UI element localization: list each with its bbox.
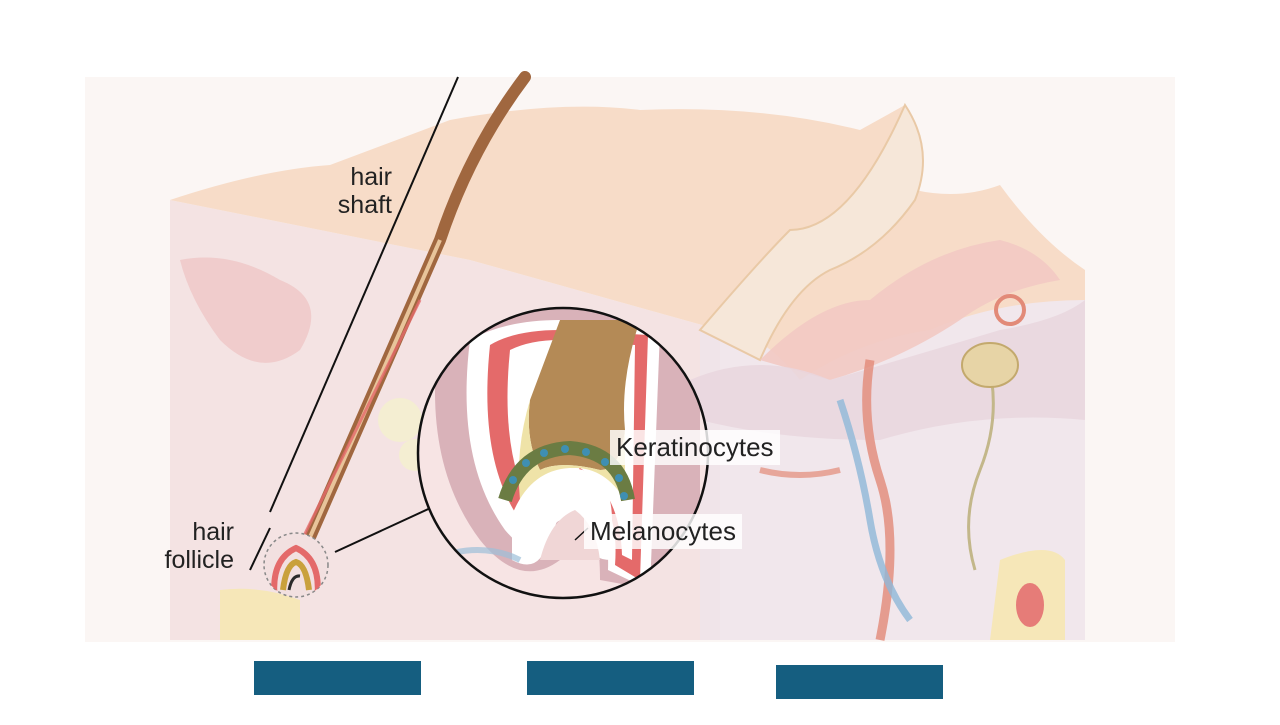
hair-follicle-label-line2: follicle [164,546,234,574]
sebaceous-gland [378,398,422,442]
answer-box-3[interactable] [776,665,943,699]
hair-follicle-label [140,518,234,574]
hair-shaft-label [320,163,392,219]
melanocytes-label: Melanocytes [584,514,742,549]
hair-shaft-label-line2: shaft [337,191,392,219]
hair-shaft-label-line1: hair [350,163,392,191]
fat-cells-left [220,589,300,640]
answer-box-1[interactable] [254,661,421,695]
nerve-ending [962,343,1018,387]
answer-box-2[interactable] [527,661,694,695]
fat-blood-vessel [1016,583,1044,627]
keratinocytes-label: Keratinocytes [610,430,780,465]
hair-follicle-label-line1: hair [192,518,234,546]
